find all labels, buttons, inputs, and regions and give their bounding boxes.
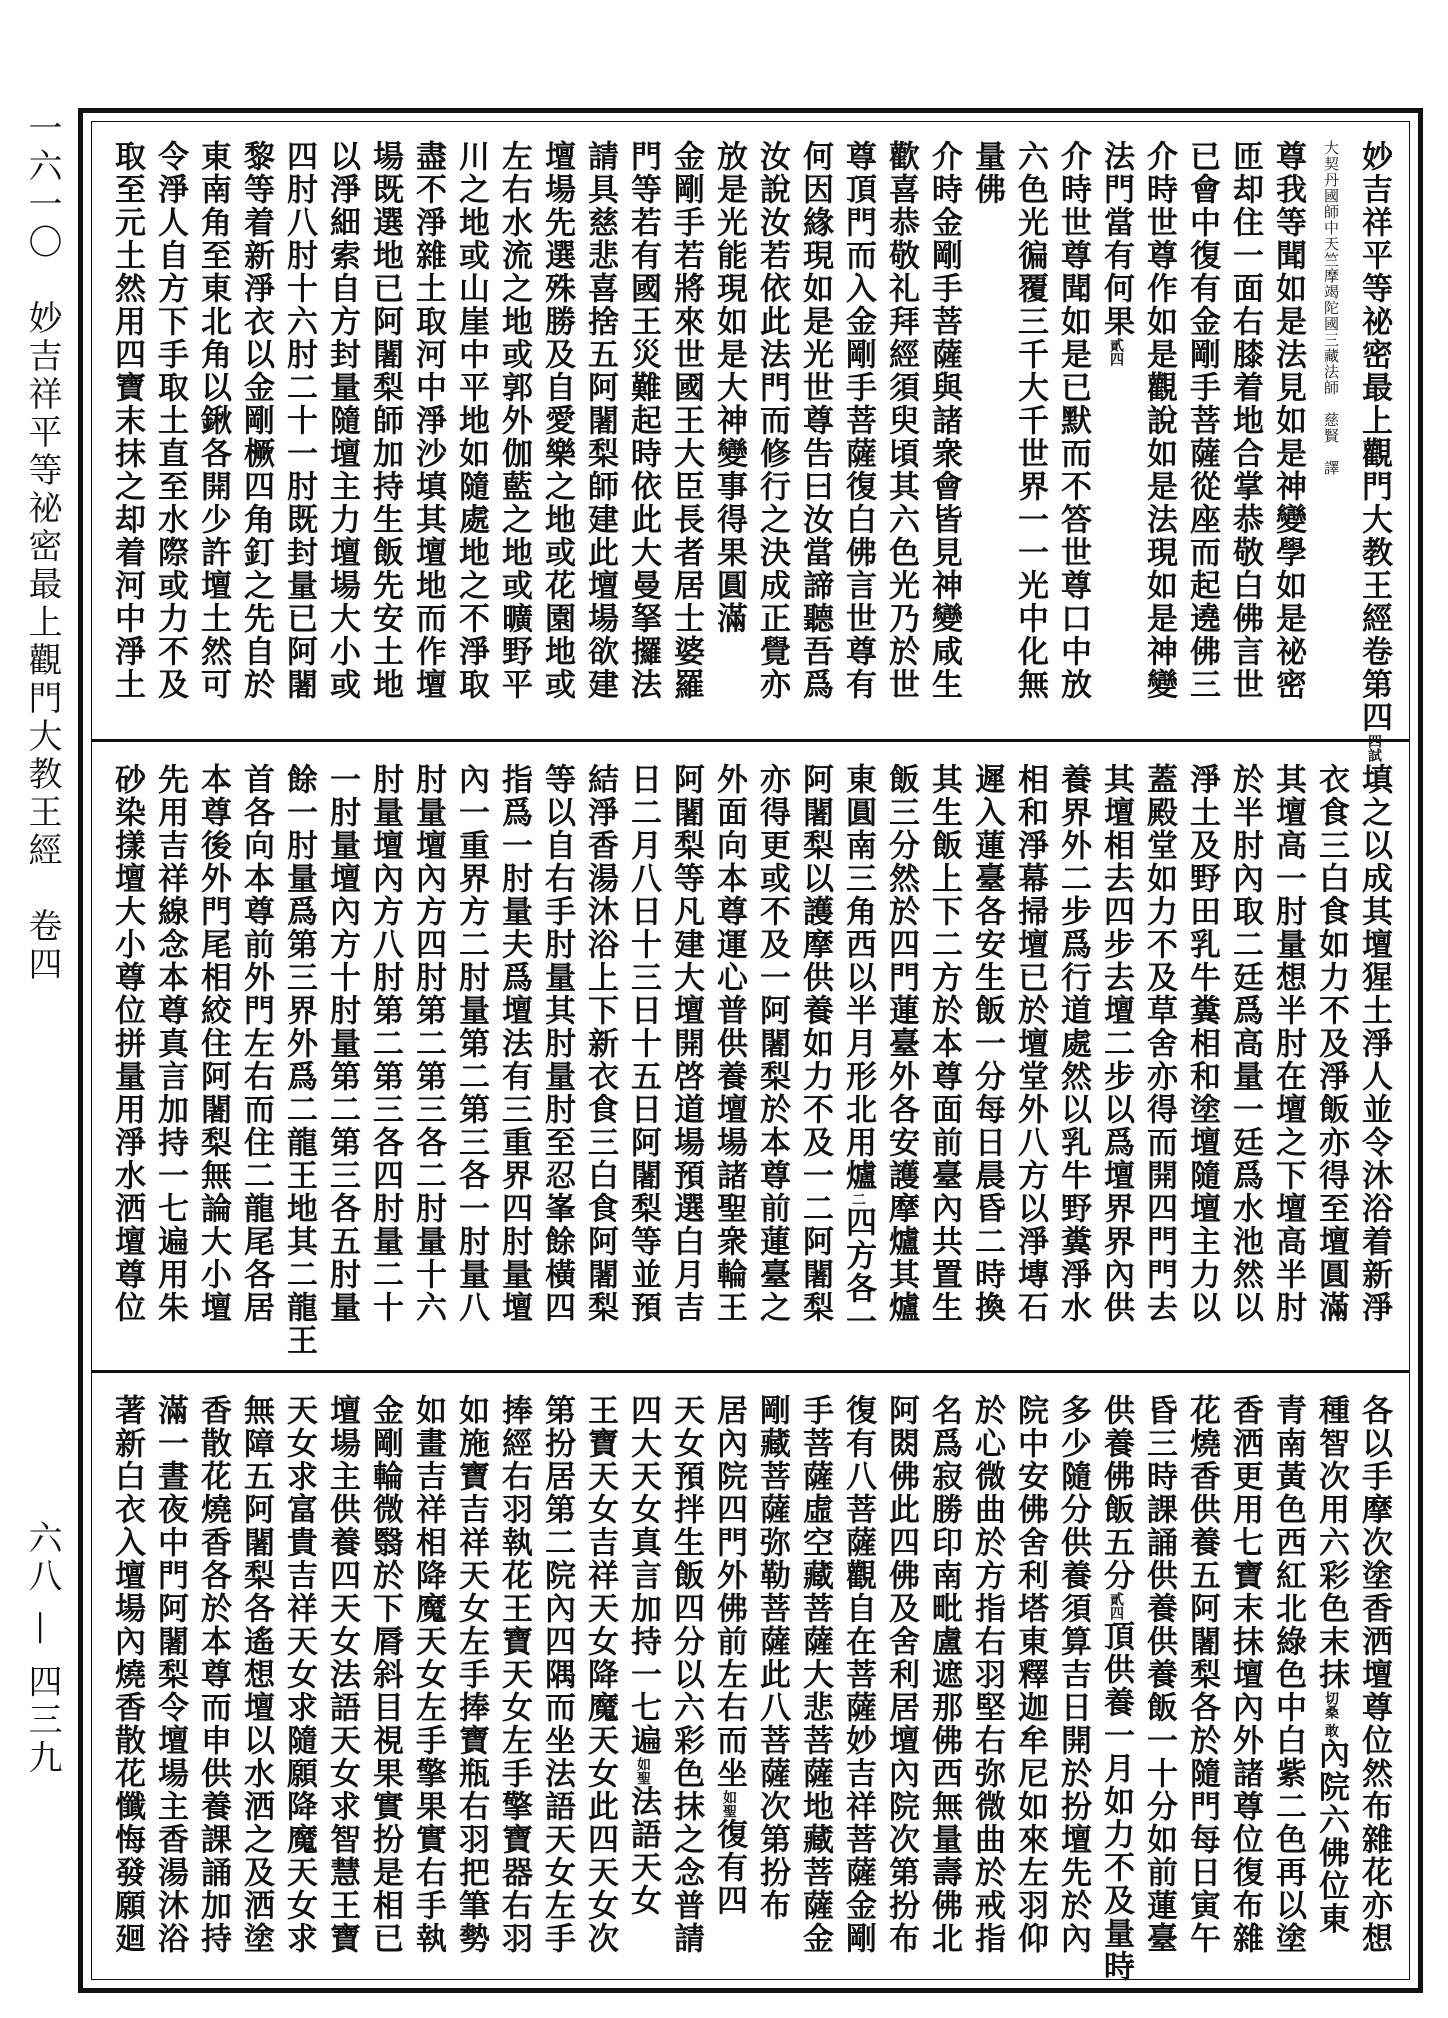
text-segment: 天女預拌生飯四分以六彩色抹之念普請 [668, 1394, 704, 1955]
text-segment: 天女求富貴吉祥天女求隨願降魔天女求 [281, 1394, 317, 1955]
text-segment: 歡喜恭敬礼拜經須臾頃其六色光乃於世 [883, 140, 919, 701]
text-segment: 著新白衣入壇場內燒香散花懺悔發願廻 [109, 1394, 145, 1955]
text-column [1309, 122, 1352, 739]
text-panel-2 [92, 745, 1409, 1373]
text-column [922, 745, 965, 1370]
text-segment: 介時金剛手菩薩與諸衆會皆見神變咸生 [926, 140, 962, 701]
text-segment: 結淨香湯沐浴上下新衣食三白食阿闍梨 [582, 763, 618, 1324]
text-segment: 以淨細索自方封量隨壇主力壇場大小或 [324, 140, 360, 701]
text-segment: 昏三時課誦供養供養飯一十分如前蓮臺 [1141, 1394, 1177, 1955]
text-column [449, 745, 492, 1370]
text-column [535, 1376, 578, 1990]
text-column [1266, 745, 1309, 1370]
text-column [664, 122, 707, 739]
text-column [1180, 745, 1223, 1370]
page-inner-border [91, 121, 1410, 1983]
text-column [664, 1376, 707, 1990]
text-segment: 放是光能現如是大神變事得果圓滿 [711, 140, 747, 635]
text-segment: 砂染㨾壇大小尊位拼量用淨水洒壇尊位 [109, 763, 145, 1324]
text-column [148, 745, 191, 1370]
text-column [793, 745, 836, 1370]
text-column [1051, 122, 1094, 739]
text-column [406, 1376, 449, 1990]
text-column [836, 122, 879, 739]
text-column [879, 745, 922, 1370]
text-segment: 四方各一 [840, 1206, 876, 1338]
text-column [320, 122, 363, 739]
text-segment: 阿閦佛此四佛及舍利居壇內院次第扮布 [883, 1394, 919, 1955]
text-segment: 外面向本尊運心普供養壇場諸聖衆輪王 [711, 763, 747, 1324]
text-column [1223, 1376, 1266, 1990]
text-column [1309, 745, 1352, 1370]
text-column [535, 122, 578, 739]
text-segment: 四大天女真言加持一七遍 [625, 1394, 661, 1757]
text-segment: 遲入蓮臺各安生飯一分每日晨昏二時換 [969, 763, 1005, 1324]
text-segment: 蓋殿堂如力不及草舍亦得而開四門門去 [1141, 763, 1177, 1324]
translator-credit: 大契丹國師中天竺摩竭陀國三藏法師 慈賢 譯 [1322, 140, 1340, 476]
text-segment: 於心微曲於方指右羽堅右弥微曲於戒指 [969, 1394, 1005, 1955]
text-segment: 名爲寂勝印南毗盧遮那佛西無量壽佛北 [926, 1394, 962, 1955]
text-column [191, 745, 234, 1370]
text-column [1051, 1376, 1094, 1990]
text-segment: 介時世尊聞如是已默而不答世尊口中放 [1055, 140, 1091, 701]
text-segment: 六色光徧覆三千大千世界一一光中化無 [1012, 140, 1048, 701]
text-segment: 香洒更用七寶末抹壇內外諸尊位復布雜 [1227, 1394, 1263, 1955]
text-segment: 捧經右羽執花王寶天女左手擎寶器右羽 [496, 1394, 532, 1955]
text-segment: 本尊後外門尾相絞住阿闍梨無論大小壇 [195, 763, 231, 1324]
text-segment: 汝說汝若依此法門而修行之決成正覺亦 [754, 140, 790, 701]
text-segment: 於半肘內取二廷爲高量一廷爲水池然以 [1227, 763, 1263, 1324]
text-column [1352, 745, 1395, 1370]
text-column [492, 122, 535, 739]
text-column [1094, 745, 1137, 1370]
interlinear-note: 二 [850, 1192, 866, 1206]
text-column [836, 745, 879, 1370]
text-segment: 何因緣現如是光世尊告曰汝當諦聽吾爲 [797, 140, 833, 701]
text-column [1137, 745, 1180, 1370]
interlinear-note: 如聖 [721, 1790, 737, 1818]
text-segment: 金剛手若將來世國王大臣長者居士婆羅 [668, 140, 704, 701]
interlinear-note: 貳四 [1108, 1592, 1124, 1620]
text-segment: 令淨人自方下手取土直至水際或力不及 [152, 140, 188, 701]
text-segment: 內院六佛位東 [1313, 1737, 1349, 1936]
text-segment: 王寶天女吉祥天女降魔天女此四天女次 [582, 1394, 618, 1955]
text-segment: 第扮居第二院內四隅而坐法語天女左手 [539, 1394, 575, 1955]
text-column [105, 745, 148, 1370]
text-column [707, 122, 750, 739]
text-column [191, 1376, 234, 1990]
text-column [965, 745, 1008, 1370]
text-column [578, 1376, 621, 1990]
text-segment: 滿一晝夜中門阿闍梨令壇場主香湯沐浴 [152, 1394, 188, 1955]
text-segment: 四肘八肘十六肘二十一肘既封量已阿闍 [281, 140, 317, 701]
text-segment: 各以手摩次塗香洒壇尊位然布雜花亦想 [1356, 1394, 1392, 1955]
text-segment: 壇場主供養四天女法語天女求智慧王寶 [324, 1394, 360, 1955]
text-segment: 餘一肘量爲第三界外爲二龍王地其二龍王 [281, 763, 317, 1357]
text-column [621, 1376, 664, 1990]
text-segment: 匝却住一面右膝着地合掌恭敬白佛言世 [1227, 140, 1263, 701]
text-segment: 一肘量壇內方十肘量第二第三各五肘量 [324, 763, 360, 1324]
text-segment: 壇場先選殊勝及自愛樂之地或花園地或 [539, 140, 575, 701]
text-segment: 盡不淨雜土取河中淨沙填其壇地而作壇 [410, 140, 446, 701]
text-segment: 法語天女 [625, 1785, 661, 1917]
text-column [148, 122, 191, 739]
text-segment: 尊我等聞如是法見如是神變學如是祕密 [1270, 140, 1306, 701]
text-segment: 內一重界方二肘量第二第三各一肘量八 [453, 763, 489, 1324]
text-segment: 手菩薩虛空藏菩薩大悲菩薩地藏菩薩金 [797, 1394, 833, 1955]
text-column [664, 745, 707, 1370]
text-column [707, 1376, 750, 1990]
text-column [320, 745, 363, 1370]
text-segment: 填之以成其壇猩土淨人並令沐浴着新淨 [1356, 763, 1392, 1324]
interlinear-note: 如聖 [635, 1757, 651, 1785]
text-column [1094, 122, 1137, 739]
text-segment: 供養佛飯五分 [1098, 1394, 1134, 1592]
text-segment: 青南黃色西紅北綠色中白紫二色再以塗 [1270, 1394, 1306, 1955]
text-column [1094, 1376, 1137, 1990]
interlinear-note: 四試 [1366, 734, 1382, 762]
text-segment: 金剛輪微翳於下脣斜目視果實扮是相已 [367, 1394, 403, 1955]
text-column [535, 745, 578, 1370]
text-column [965, 122, 1008, 739]
text-segment: 左右水流之地或郭外伽藍之地或曠野平 [496, 140, 532, 701]
text-segment: 衣食三白食如力不及淨飯亦得至壇圓滿 [1313, 763, 1349, 1324]
text-column [1266, 122, 1309, 739]
text-column [234, 122, 277, 739]
text-segment: 已會中復有金剛手菩薩從座而起遶佛三 [1184, 140, 1220, 701]
text-column [1051, 745, 1094, 1370]
text-segment: 黎等着新淨衣以金剛橛四角釘之先自於 [238, 140, 274, 701]
text-segment: 門等若有國王災難起時依此大曼拏攞法 [625, 140, 661, 701]
text-segment: 指爲一肘量夫爲壇法有三重界四肘量壇 [496, 763, 532, 1324]
text-segment: 剛藏菩薩弥勒菩薩此八菩薩次第扮布 [754, 1394, 790, 1922]
text-segment: 尊頂門而入金剛手菩薩復白佛言世尊有 [840, 140, 876, 701]
text-column [363, 1376, 406, 1990]
text-segment: 亦得更或不及一阿闍梨於本尊前蓮臺之 [754, 763, 790, 1324]
text-column [1266, 1376, 1309, 1990]
text-column [750, 745, 793, 1370]
text-panel-1 [92, 122, 1409, 762]
text-column [1137, 122, 1180, 739]
text-segment: 阿闍梨以護摩供養如力不及一二阿闍梨 [797, 763, 833, 1324]
text-segment: 其壇高一肘量想半肘在壇之下壇高半肘 [1270, 763, 1306, 1324]
text-column [277, 1376, 320, 1990]
text-segment: 量佛 [969, 140, 1005, 206]
text-column [105, 122, 148, 739]
text-segment: 東南角至東北角以鍬各開少許壇土然可 [195, 140, 231, 701]
text-segment: 介時世尊作如是觀說如是法現如是神變 [1141, 140, 1177, 701]
text-segment: 復有八菩薩觀自在菩薩妙吉祥菩薩金剛 [840, 1394, 876, 1955]
text-segment: 場既選地已阿闍梨師加持生飯先安土地 [367, 140, 403, 701]
text-segment: 復有四 [711, 1818, 747, 1917]
text-column [191, 122, 234, 739]
text-column [1008, 122, 1051, 739]
text-segment: 居內院四門外佛前左右而坐 [711, 1394, 747, 1790]
interlinear-note: 貳四 [1108, 338, 1124, 366]
text-column [621, 745, 664, 1370]
text-column [793, 1376, 836, 1990]
text-column [406, 745, 449, 1370]
text-segment: 首各向本尊前外門左右而住二龍尾各居 [238, 763, 274, 1324]
text-segment: 相和淨幕掃壇已於壇堂外八方以淨塼石 [1012, 763, 1048, 1324]
text-segment: 飯三分然於四門蓮臺外各安護摩爐其爐 [883, 763, 919, 1324]
text-segment: 等以自右手肘量其肘量肘至忍峯餘橫四 [539, 763, 575, 1324]
text-column [965, 1376, 1008, 1990]
text-segment: 川之地或山崖中平地如隨處地之不淨取 [453, 140, 489, 701]
text-column [793, 122, 836, 739]
text-segment: 其壇相去四步去壇二步以爲壇界界內供 [1098, 763, 1134, 1324]
text-column [1352, 1376, 1395, 1990]
text-column [1223, 122, 1266, 739]
text-segment: 如畫吉祥相降魔天女左手擎果實右手執 [410, 1394, 446, 1955]
text-column [492, 1376, 535, 1990]
text-column [1008, 1376, 1051, 1990]
text-column [1352, 122, 1395, 762]
text-segment: 先用吉祥線念本尊真言加持一七遍用朱 [152, 763, 188, 1324]
text-segment: 多少隨分供養須算吉日開於扮壇先於內 [1055, 1394, 1091, 1955]
text-segment: 無障五阿闍梨各遙想壇以水洒之及洒塗 [238, 1394, 274, 1955]
text-column [750, 122, 793, 739]
text-column [707, 745, 750, 1370]
text-segment: 院中安佛舍利塔東釋迦牟尼如來左羽仰 [1012, 1394, 1048, 1955]
text-column [277, 122, 320, 739]
text-column [1137, 1376, 1180, 1990]
text-segment: 種智次用六彩色末抹 [1313, 1394, 1349, 1691]
interlinear-note: 切桑 敢 [1323, 1691, 1339, 1738]
text-column [836, 1376, 879, 1990]
margin-title: 一六一〇 妙吉祥平等祕密最上觀門大教王經 卷四 [22, 110, 62, 984]
text-column [148, 1376, 191, 1990]
text-segment: 肘量壇內方四肘第二第三各二肘量十六 [410, 763, 446, 1324]
text-column [449, 1376, 492, 1990]
text-segment: 東圓南三角西以半月形北用爐 [840, 763, 876, 1192]
text-column [1309, 1376, 1352, 1990]
text-segment: 如施寶吉祥天女左手捧寶瓶右羽把筆勢 [453, 1394, 489, 1955]
text-column [1223, 745, 1266, 1370]
text-column [277, 745, 320, 1370]
text-segment: 養界外二步爲行道處然以乳牛野糞淨水 [1055, 763, 1091, 1324]
text-column [1180, 1376, 1223, 1990]
page-frame [78, 108, 1423, 1993]
text-column [621, 122, 664, 739]
text-column [922, 1376, 965, 1990]
text-column [105, 1376, 148, 1990]
text-column [750, 1376, 793, 1990]
text-panel-3 [92, 1376, 1409, 1990]
text-segment: 花燒香供養五阿闍梨各於隨門每日寅午 [1184, 1394, 1220, 1955]
text-column [234, 1376, 277, 1990]
text-column [492, 745, 535, 1370]
text-segment: 阿闍梨等凡建大壇開啓道場預選白月吉 [668, 763, 704, 1324]
text-segment: 妙吉祥平等祕密最上觀門大教王經卷第四 [1356, 140, 1392, 734]
text-column [1180, 122, 1223, 739]
text-segment: 淨土及野田乳牛糞相和塗壇隨壇主力以 [1184, 763, 1220, 1324]
text-column [320, 1376, 363, 1990]
text-segment: 其生飯上下二方於本尊面前臺內共置生 [926, 763, 962, 1324]
text-column [578, 122, 621, 739]
text-column [879, 122, 922, 739]
text-column [363, 745, 406, 1370]
text-column [578, 745, 621, 1370]
text-column [406, 122, 449, 739]
text-segment: 日二月八日十三日十五日阿闍梨等並預 [625, 763, 661, 1324]
text-segment: 取至元土然用四寶末抹之却着河中淨土 [109, 140, 145, 701]
text-column [449, 122, 492, 739]
text-segment: 請具慈悲喜捨五阿闍梨師建此壇場欲建 [582, 140, 618, 701]
text-segment: 法門當有何果 [1098, 140, 1134, 338]
text-column [879, 1376, 922, 1990]
text-column [1008, 745, 1051, 1370]
text-segment: 香散花燒香各於本尊而申供養課誦加持 [195, 1394, 231, 1955]
text-segment: 肘量壇內方八肘第二第三各四肘量二十 [367, 763, 403, 1324]
text-column [922, 122, 965, 739]
text-column [234, 745, 277, 1370]
page-number: 六八 — 四三九 [22, 1520, 62, 1778]
text-segment: 頂供養一月如力不及量時 [1098, 1620, 1134, 1983]
text-column [363, 122, 406, 739]
